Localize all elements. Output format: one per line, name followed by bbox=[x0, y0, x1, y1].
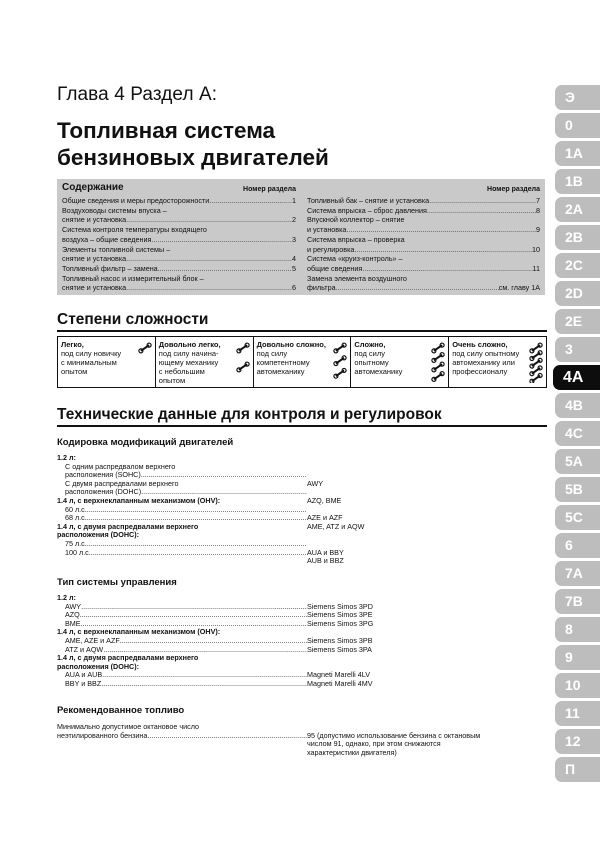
toc-entry-text: Элементы топливной системы – bbox=[62, 244, 171, 254]
spec-row: ATZ и AQW ..... bbox=[57, 646, 307, 655]
toc-entry bbox=[62, 196, 296, 206]
spec-row: 75 л.с. ..... bbox=[57, 540, 307, 549]
toc-entry-text: Система впрыска – проверка bbox=[307, 234, 405, 244]
spec-value: Siemens Simos 3PE bbox=[307, 610, 373, 620]
spec-row: расположения (SOHC) ..... bbox=[57, 471, 307, 480]
spec-value: 95 (допустимо использование бензина с октановым bbox=[307, 730, 481, 740]
difficulty-desc-line: автомеханику или bbox=[452, 358, 515, 367]
section-tab[interactable]: 1А bbox=[555, 141, 600, 166]
toc-entry-number: 6 bbox=[292, 283, 296, 293]
spec-group: 1.2 л: bbox=[57, 453, 76, 462]
section-tab[interactable]: 4С bbox=[555, 421, 600, 446]
section-tab[interactable]: 1В bbox=[555, 169, 600, 194]
control-list bbox=[57, 594, 307, 689]
spec-value: Siemens Simos 3PB bbox=[307, 636, 373, 645]
wrench-icon bbox=[138, 341, 152, 383]
toc-entry bbox=[307, 215, 540, 234]
spec-value: AZE и AZF bbox=[307, 513, 343, 523]
difficulty-label: Довольно сложно, bbox=[256, 340, 326, 349]
difficulty-desc-line: с небольшим bbox=[158, 367, 205, 376]
toc-entry bbox=[307, 254, 540, 273]
spec-value: AME, ATZ и AQW bbox=[307, 521, 365, 531]
section-tab[interactable]: 7А bbox=[555, 561, 600, 586]
control-heading: Тип системы управления bbox=[57, 577, 177, 588]
section-tab[interactable]: П bbox=[555, 757, 600, 782]
difficulty-level bbox=[449, 337, 546, 387]
difficulty-desc-line: под силу bbox=[256, 349, 288, 358]
wrench-icon bbox=[236, 341, 250, 383]
difficulty-desc-line: под силу опытному bbox=[452, 349, 520, 358]
section-tab[interactable]: 5С bbox=[555, 505, 600, 530]
difficulty-text bbox=[257, 340, 327, 376]
spec-value: характеристики двигателя) bbox=[307, 747, 397, 757]
spec-group: расположения (DOHC): bbox=[57, 661, 139, 671]
toc-entry-text: воздуха – общие сведения bbox=[62, 234, 152, 244]
difficulty-label: Легко, bbox=[61, 340, 84, 349]
section-tab[interactable]: 5А bbox=[555, 449, 600, 474]
toc-entry-text: Общие сведения и меры предосторожности bbox=[62, 196, 210, 205]
toc-entry-number: 2 bbox=[292, 215, 296, 225]
spec-value: AUA и BBY bbox=[307, 547, 344, 557]
toc-entry-text: снятие и установка bbox=[62, 215, 127, 225]
engine-codes-list: 1.2 л: С одним распредвалом верхнего расположения (SOHC) ..... С двумя распредвалами верхнего расположения (DOHC) ..... 1.4 л, с верхнеклапанным механизмом (OHV): 60 л.с. ..... 68 л.с. ..... 1.4 л, с двумя распредвалами верхнего расположения (DOHC): 75 л.с. ..... 100 л.с. ..... bbox=[57, 454, 307, 557]
toc-entry bbox=[62, 206, 296, 225]
toc-entry bbox=[62, 274, 296, 293]
difficulty-desc-line: опытом bbox=[61, 367, 88, 376]
section-tab[interactable]: 3 bbox=[555, 337, 600, 362]
toc-entry-number: 8 bbox=[536, 205, 540, 215]
spec-group: 1.4 л, с двумя распредвалами верхнего bbox=[57, 521, 199, 531]
toc-entry bbox=[307, 235, 540, 254]
toc-entry-text: и установка bbox=[307, 225, 347, 235]
difficulty-desc-line: опытом bbox=[158, 376, 186, 385]
toc-entry-text: Впускной коллектор – снятие bbox=[307, 215, 405, 225]
difficulty-level bbox=[156, 337, 254, 387]
difficulty-level bbox=[351, 337, 449, 387]
toc-entry-text: фильтра bbox=[307, 283, 336, 293]
spec-group: 1.4 л, с верхнеклапанным механизмом (OHV): bbox=[57, 627, 221, 637]
toc-entry-text: Замена элемента воздушного bbox=[307, 273, 407, 283]
wrench-icon bbox=[431, 341, 445, 383]
toc-entry-text: снятие и установка bbox=[62, 283, 127, 293]
spec-value: Siemens Simos 3PA bbox=[307, 644, 372, 654]
section-tab[interactable]: 4В bbox=[555, 393, 600, 418]
toc-entry-text: Топливный бак – снятие и установка bbox=[307, 196, 430, 205]
tech-heading: Технические данные для контроля и регулировок bbox=[57, 406, 442, 423]
toc-entry bbox=[62, 245, 296, 264]
toc-entry-text: Топливный насос и измерительный блок – bbox=[62, 273, 204, 283]
divider bbox=[57, 425, 547, 427]
section-tab[interactable]: 2С bbox=[555, 253, 600, 278]
difficulty-text bbox=[354, 340, 424, 376]
spec-group: расположения (DOHC): bbox=[57, 530, 139, 540]
difficulty-desc-line: компетентному bbox=[256, 358, 310, 367]
fuel-list: Минимально допустимое октановое число неэтилированного бензина ..... bbox=[57, 723, 307, 740]
contents-column-right bbox=[307, 183, 540, 293]
difficulty-level bbox=[58, 337, 156, 387]
difficulty-desc-line: под силу bbox=[354, 349, 385, 358]
spec-row: AZQ ..... bbox=[57, 611, 307, 620]
spec-row: расположения (DOHC) ..... bbox=[57, 488, 307, 497]
spec-row: 100 л.с. ..... bbox=[57, 549, 307, 558]
difficulty-text bbox=[61, 340, 131, 376]
chapter-title: Глава 4 Раздел А: bbox=[57, 84, 218, 105]
toc-entry bbox=[62, 225, 296, 244]
section-tab[interactable]: 2В bbox=[555, 225, 600, 250]
section-tab[interactable]: 6 bbox=[555, 533, 600, 558]
section-tab[interactable]: 10 bbox=[555, 673, 600, 698]
difficulty-desc-line: с минимальным bbox=[61, 358, 117, 367]
spec-value: Siemens Simos 3PG bbox=[307, 618, 374, 628]
page-title bbox=[57, 117, 527, 171]
spec-value: числом 91, однако, при этом снижаются bbox=[307, 739, 441, 749]
difficulty-label: Довольно легко, bbox=[158, 340, 221, 349]
difficulty-desc-line: под силу новичку bbox=[61, 349, 122, 358]
spec-row: AUA и AUB ..... bbox=[57, 671, 307, 680]
page-title-line: Топливная система bbox=[57, 118, 276, 143]
section-tab[interactable]: 2А bbox=[555, 197, 600, 222]
contents-section-header: Номер раздела bbox=[487, 186, 540, 193]
spec-row: BME ..... bbox=[57, 620, 307, 629]
section-tab[interactable]: 0 bbox=[555, 113, 600, 138]
spec-value: Siemens Simos 3PD bbox=[307, 601, 373, 611]
spec-value: Magneti Marelli 4LV bbox=[307, 670, 370, 680]
spec-value: AZQ, BME bbox=[307, 496, 342, 505]
wrench-icon bbox=[529, 341, 543, 383]
toc-entry-text: общие сведения bbox=[307, 263, 363, 273]
difficulty-heading: Степени сложности bbox=[57, 311, 209, 328]
toc-entry-text: снятие и установка bbox=[62, 254, 127, 264]
spec-row: AME, AZE и AZF ..... bbox=[57, 637, 307, 646]
difficulty-label: Сложно, bbox=[354, 340, 386, 349]
toc-entry-text: Воздуховоды системы впуска – bbox=[62, 205, 167, 215]
toc-entry-number: 7 bbox=[536, 196, 540, 205]
spec-row: неэтилированного бензина ..... bbox=[57, 732, 307, 741]
toc-entry bbox=[307, 206, 540, 216]
section-tab[interactable]: 5В bbox=[555, 477, 600, 502]
toc-entry-number: 11 bbox=[532, 263, 540, 273]
difficulty-desc-line: автомеханику bbox=[256, 367, 305, 376]
spec-value: AWY bbox=[307, 478, 324, 488]
toc-entry-text: Система впрыска – сброс давления bbox=[307, 205, 427, 215]
wrench-icon bbox=[333, 341, 347, 383]
difficulty-desc-line: автомеханику bbox=[354, 367, 403, 376]
toc-entry-number: 10 bbox=[532, 244, 540, 254]
divider bbox=[57, 330, 547, 332]
section-tab[interactable]: 7В bbox=[555, 589, 600, 614]
section-tab[interactable]: 8 bbox=[555, 617, 600, 642]
toc-entry-number: см. главу 1А bbox=[498, 283, 540, 293]
toc-entry-number: 5 bbox=[292, 263, 296, 273]
difficulty-text bbox=[452, 340, 522, 376]
difficulty-desc-line: ющему механику bbox=[158, 358, 219, 367]
toc-entry bbox=[62, 264, 296, 274]
difficulty-level bbox=[254, 337, 352, 387]
toc-entry-number: 9 bbox=[536, 225, 540, 235]
contents-box bbox=[57, 179, 545, 295]
spec-group: 1.2 л: bbox=[57, 593, 76, 602]
spec-value: Magneti Marelli 4MV bbox=[307, 679, 373, 688]
section-tab[interactable]: Э bbox=[555, 85, 600, 110]
contents-title: Содержание bbox=[62, 182, 124, 193]
difficulty-text bbox=[159, 340, 229, 385]
toc-entry-text: Топливный фильтр – замена bbox=[62, 263, 158, 273]
page-title-line: бензиновых двигателей bbox=[57, 145, 329, 170]
spec-row: AWY ..... bbox=[57, 603, 307, 612]
section-tab[interactable]: 12 bbox=[555, 729, 600, 754]
contents-column-left bbox=[62, 183, 296, 293]
toc-entry-number: 4 bbox=[292, 254, 296, 264]
toc-entry bbox=[307, 196, 540, 206]
toc-entry-text: и регулировка bbox=[307, 244, 355, 254]
section-tab[interactable]: 2D bbox=[555, 281, 600, 306]
difficulty-table bbox=[57, 336, 547, 388]
section-tab[interactable]: 11 bbox=[555, 701, 600, 726]
spec-value: AUB и BBZ bbox=[307, 556, 344, 566]
section-tab[interactable]: 9 bbox=[555, 645, 600, 670]
difficulty-desc-line: под силу начина- bbox=[158, 349, 219, 358]
difficulty-desc-line: опытному bbox=[354, 358, 389, 367]
spec-row: BBY и BBZ ..... bbox=[57, 680, 307, 689]
spec-group: 1.4 л, с двумя распредвалами верхнего bbox=[57, 653, 199, 663]
contents-section-header: Номер раздела bbox=[243, 186, 296, 193]
engine-codes-heading: Кодировка модификаций двигателей bbox=[57, 437, 234, 448]
toc-entry bbox=[307, 274, 540, 293]
section-tab[interactable]: 4А bbox=[553, 365, 600, 390]
section-tab[interactable]: 2Е bbox=[555, 309, 600, 334]
spec-group: 1.4 л, с верхнеклапанным механизмом (OHV): bbox=[57, 495, 221, 505]
toc-entry-text: Система контроля температуры входящего bbox=[62, 225, 207, 235]
toc-entry-number: 1 bbox=[292, 196, 296, 205]
difficulty-desc-line: профессионалу bbox=[452, 367, 508, 376]
difficulty-label: Очень сложно, bbox=[452, 340, 508, 349]
toc-entry-text: Система «круиз-контроль» – bbox=[307, 254, 403, 264]
fuel-heading: Рекомендованное топливо bbox=[57, 705, 185, 716]
spec-row: 60 л.с. ..... bbox=[57, 506, 307, 515]
toc-entry-number: 3 bbox=[292, 234, 296, 244]
spec-row: 68 л.с. ..... bbox=[57, 514, 307, 523]
